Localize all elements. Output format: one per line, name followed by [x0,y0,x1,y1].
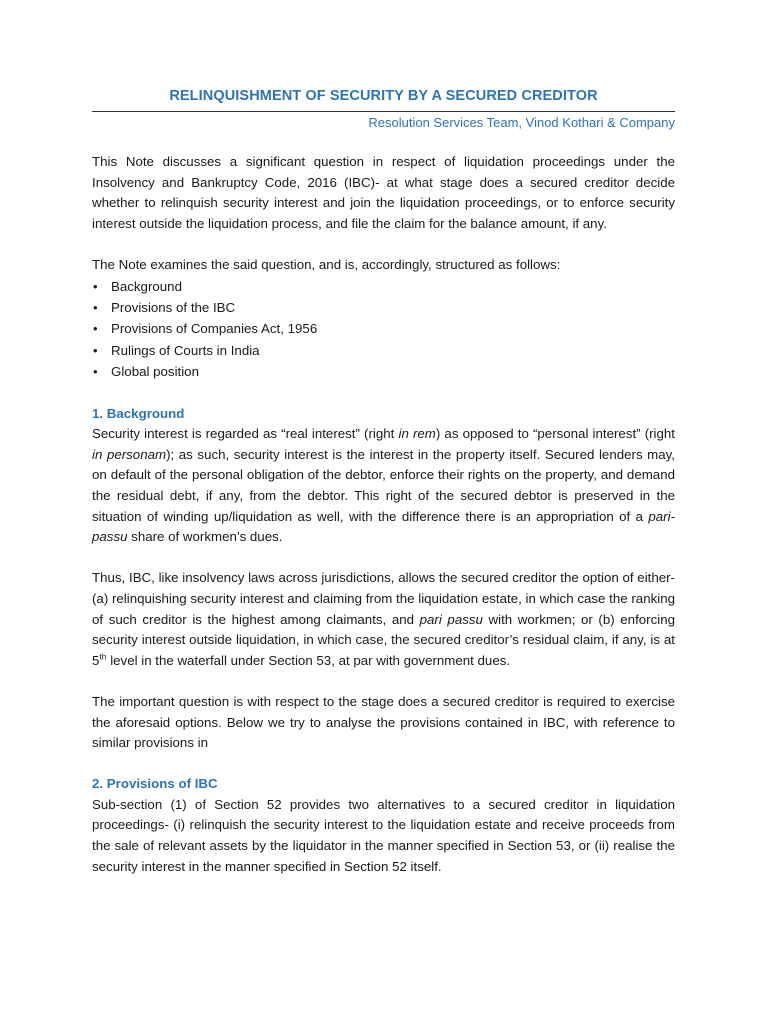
superscript: th [99,651,107,662]
document-page [92,88,675,877]
intro-paragraph: This Note discusses a significant question in respect of liquidation proceedings under the Insolvency and Bankruptcy Code, 2016 (IBC)- at what stage does a secured creditor decide whether to relinquish security interest and join the liquidation proceedings, or to enforce security interest outside the liquidation process, and file the claim for the balance amount, if any. [92,154,675,231]
document-author: Resolution Services Team, Vinod Kothari & Company [368,115,675,130]
text-run: with workmen; or (b) enforcing security interest outside liquidation, in which case, the secured creditor’s residual claim, if any, is at 5 [92,611,675,668]
background-paragraph-2 [92,568,675,671]
text-run: Thus, IBC, like insolvency laws across jurisdictions, allows the secured creditor the option of either- (a) relinquishing security interest and claiming from the liquidation estate, in which case the ranking of such creditor is the highest among claimants, and [92,570,675,627]
text-run: share of workmen’s dues. [127,529,283,545]
title-divider [92,111,675,112]
text-run: ); as such, security interest is the interest in the property itself. Secured lenders may, on default of the personal obligation of the debtor, enforce their rights on the property, and demand the residual debt, if any, from the debtor. This right of the secured debtor is preserved in the situation of winding up/liquidation as well, with the difference there is an appropriation of a [92,446,676,524]
italic-text: in personam [92,446,167,462]
background-paragraph-1 [92,424,675,548]
provisions-paragraph-1: Sub-section (1) of Section 52 provides two alternatives to a secured creditor in liquidation proceedings- (i) relinquish the security interest to the liquidation estate and receive proceeds from the sale of relevant assets by the liquidator in the manner specified in Section 53, or (ii) realise the security interest in the manner specified in Section 52 itself. [92,796,675,874]
text-run: ) as opposed to “personal interest” (right [435,426,675,442]
italic-text: pari-passu [92,508,675,545]
text-run: Security interest is regarded as “real interest” (right [92,426,399,442]
document-title: RELINQUISHMENT OF SECURITY BY A SECURED CREDITOR [169,88,598,104]
section-heading-provisions: 2. Provisions of IBC [92,776,218,792]
italic-text: in rem [398,426,436,442]
structure-lead: The Note examines the said question, and is, accordingly, structured as follows: [92,256,561,272]
list-item: • Provisions of the IBC [92,297,675,318]
list-item: • Provisions of Companies Act, 1956 [92,318,675,339]
text-run: level in the waterfall under Section 53, at par with government dues. [106,652,511,668]
italic-text: pari passu [419,611,483,627]
section-heading-background: 1. Background [92,405,185,421]
list-item: • Background [92,276,675,297]
outline-list [92,276,675,383]
list-item: • Global position [92,361,675,382]
list-item: • Rulings of Courts in India [92,340,675,361]
background-paragraph-3: The important question is with respect to the stage does a secured creditor is required to exercise the aforesaid options. Below we try to analyse the provisions contained in IBC, with reference to similar provisions in [92,693,675,751]
